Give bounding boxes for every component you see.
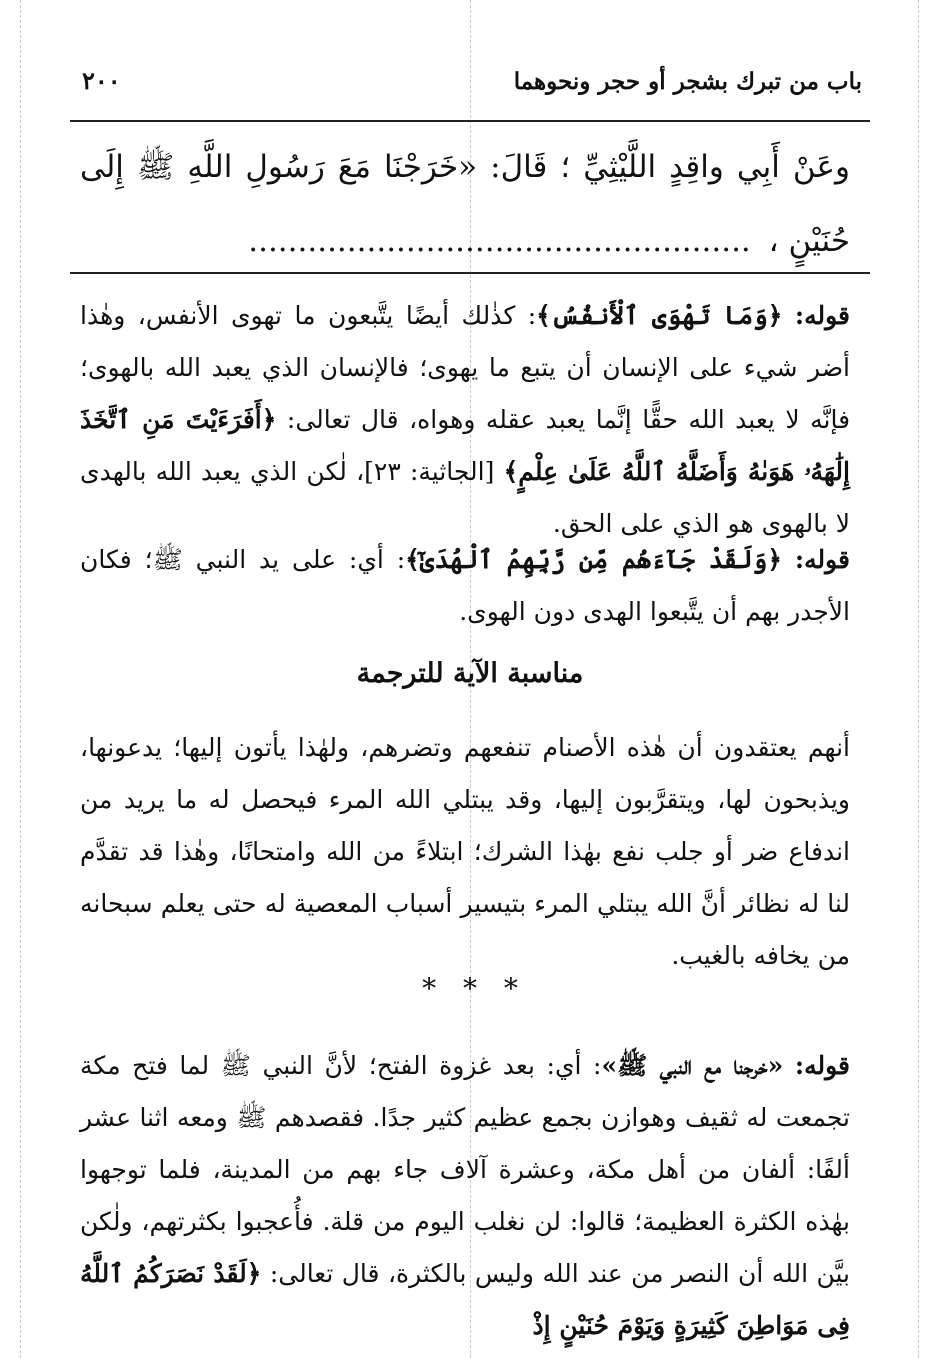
section-separator: * * * xyxy=(422,972,518,1005)
paragraph-text: : أي: على يد النبي ﷺ؛ فكان الأجدر بهم أن يتَّبعوا الهدى دون الهوى. xyxy=(80,545,850,626)
paragraph-lead: قوله: xyxy=(794,545,850,574)
paragraph-lead: قوله: xyxy=(794,1051,850,1080)
hadith-line: وعَنْ أَبِي واقِدٍ اللَّيْثِيِّ ؛ قَالَ: «خَرَجْنَا مَعَ رَسُولِ اللَّهِ ﷺ إِلَى حُنَيْنٍ ، xyxy=(80,149,850,259)
header-rule xyxy=(70,120,870,122)
hadith-dots: ................................................... xyxy=(248,223,751,259)
hadith-text xyxy=(80,130,850,278)
quran-quote: ﴿وَمَا تَهْوَى ٱلْأَنفُسُ﴾ xyxy=(536,301,783,330)
page-number: ٢٠٠ xyxy=(82,66,121,95)
paragraph-nafs xyxy=(80,290,850,550)
quran-quote: ﴿وَلَقَدْ جَآءَهُم مِّن رَّبِّهِمُ ٱلْهُدَىٰٓ﴾ xyxy=(405,545,782,574)
paragraph-text: : كذٰلك أيضًا يتَّبعون ما تهوى الأنفس، وهٰذا أضر شيء على الإنسان أن يتبع ما يهوى؛ فالإنسان الذي يعبد الله بالهوى؛ فإنَّه لا يعبد الله حقًّا إنَّما يعبد عقله وهواه، قال تعالى: xyxy=(80,301,851,434)
chapter-title: باب من تبرك بشجر أو حجر ونحوهما xyxy=(513,68,862,95)
paragraph-text: : أي: بعد غزوة الفتح؛ لأنَّ النبي ﷺ لما فتح مكة تجمعت له ثقيف وهوازن بجمع عظيم كثير جدًا. فقصدهم ﷺ ومعه اثنا عشر ألفًا: ألفان من أهل مكة، وعشرة آلاف جاء بهم من المدينة، فلما توجهوا بهٰذه الكثرة العظيمة؛ قالوا: لن نغلب اليوم من قلة. فأُعجبوا بكثرتهم، ولٰكن بيَّن الله أن النصر من عند الله وليس بالكثرة، قال تعالى: xyxy=(80,1051,851,1288)
paragraph-lead: قوله: xyxy=(794,301,851,330)
section-title: مناسبة الآية للترجمة xyxy=(356,658,584,689)
paragraph-huda xyxy=(80,534,850,638)
hadith-quote: «خرجنا مع النبي ﷺ» xyxy=(601,1051,784,1080)
paragraph-hunayn xyxy=(80,1040,850,1352)
section-paragraph xyxy=(80,722,850,982)
page-header xyxy=(70,62,870,102)
hadith-rule xyxy=(70,272,870,274)
quran-quote: ﴿لَقَدْ نَصَرَكُمُ ٱللَّهُ فِى مَوَاطِنَ كَثِيرَةٍ وَيَوْمَ حُنَيْنٍ إِذْ xyxy=(80,1259,850,1340)
paragraph-text: أنهم يعتقدون أن هٰذه الأصنام تنفعهم وتضرهم، ولهٰذا يأتون إليها؛ يدعونها، ويذبحون لها، ويتقرَّبون إليها، وقد يبتلي الله المرء فيحصل له ما يريد من اندفاع ضر أو جلب نفع بهٰذا الشرك؛ ابتلاءً من الله وامتحانًا، وهٰذا قد تقدَّم لنا له نظائر أنَّ الله يبتلي المرء بتيسير أسباب المعصية له حتى يعلم سبحانه من يخافه بالغيب. xyxy=(80,733,850,970)
quran-quote: ﴿أَفَرَءَيْتَ مَنِ ٱتَّخَذَ إِلَٰهَهُۥ هَوَىٰهُ وَأَضَلَّهُ ٱللَّهُ عَلَىٰ عِلْمٍ﴾ xyxy=(80,405,850,486)
paragraph-text: [الجاثية: ٢٣]، لٰكن الذي يعبد الله بالهدى لا بالهوى هو الذي على الحق. xyxy=(80,457,850,538)
